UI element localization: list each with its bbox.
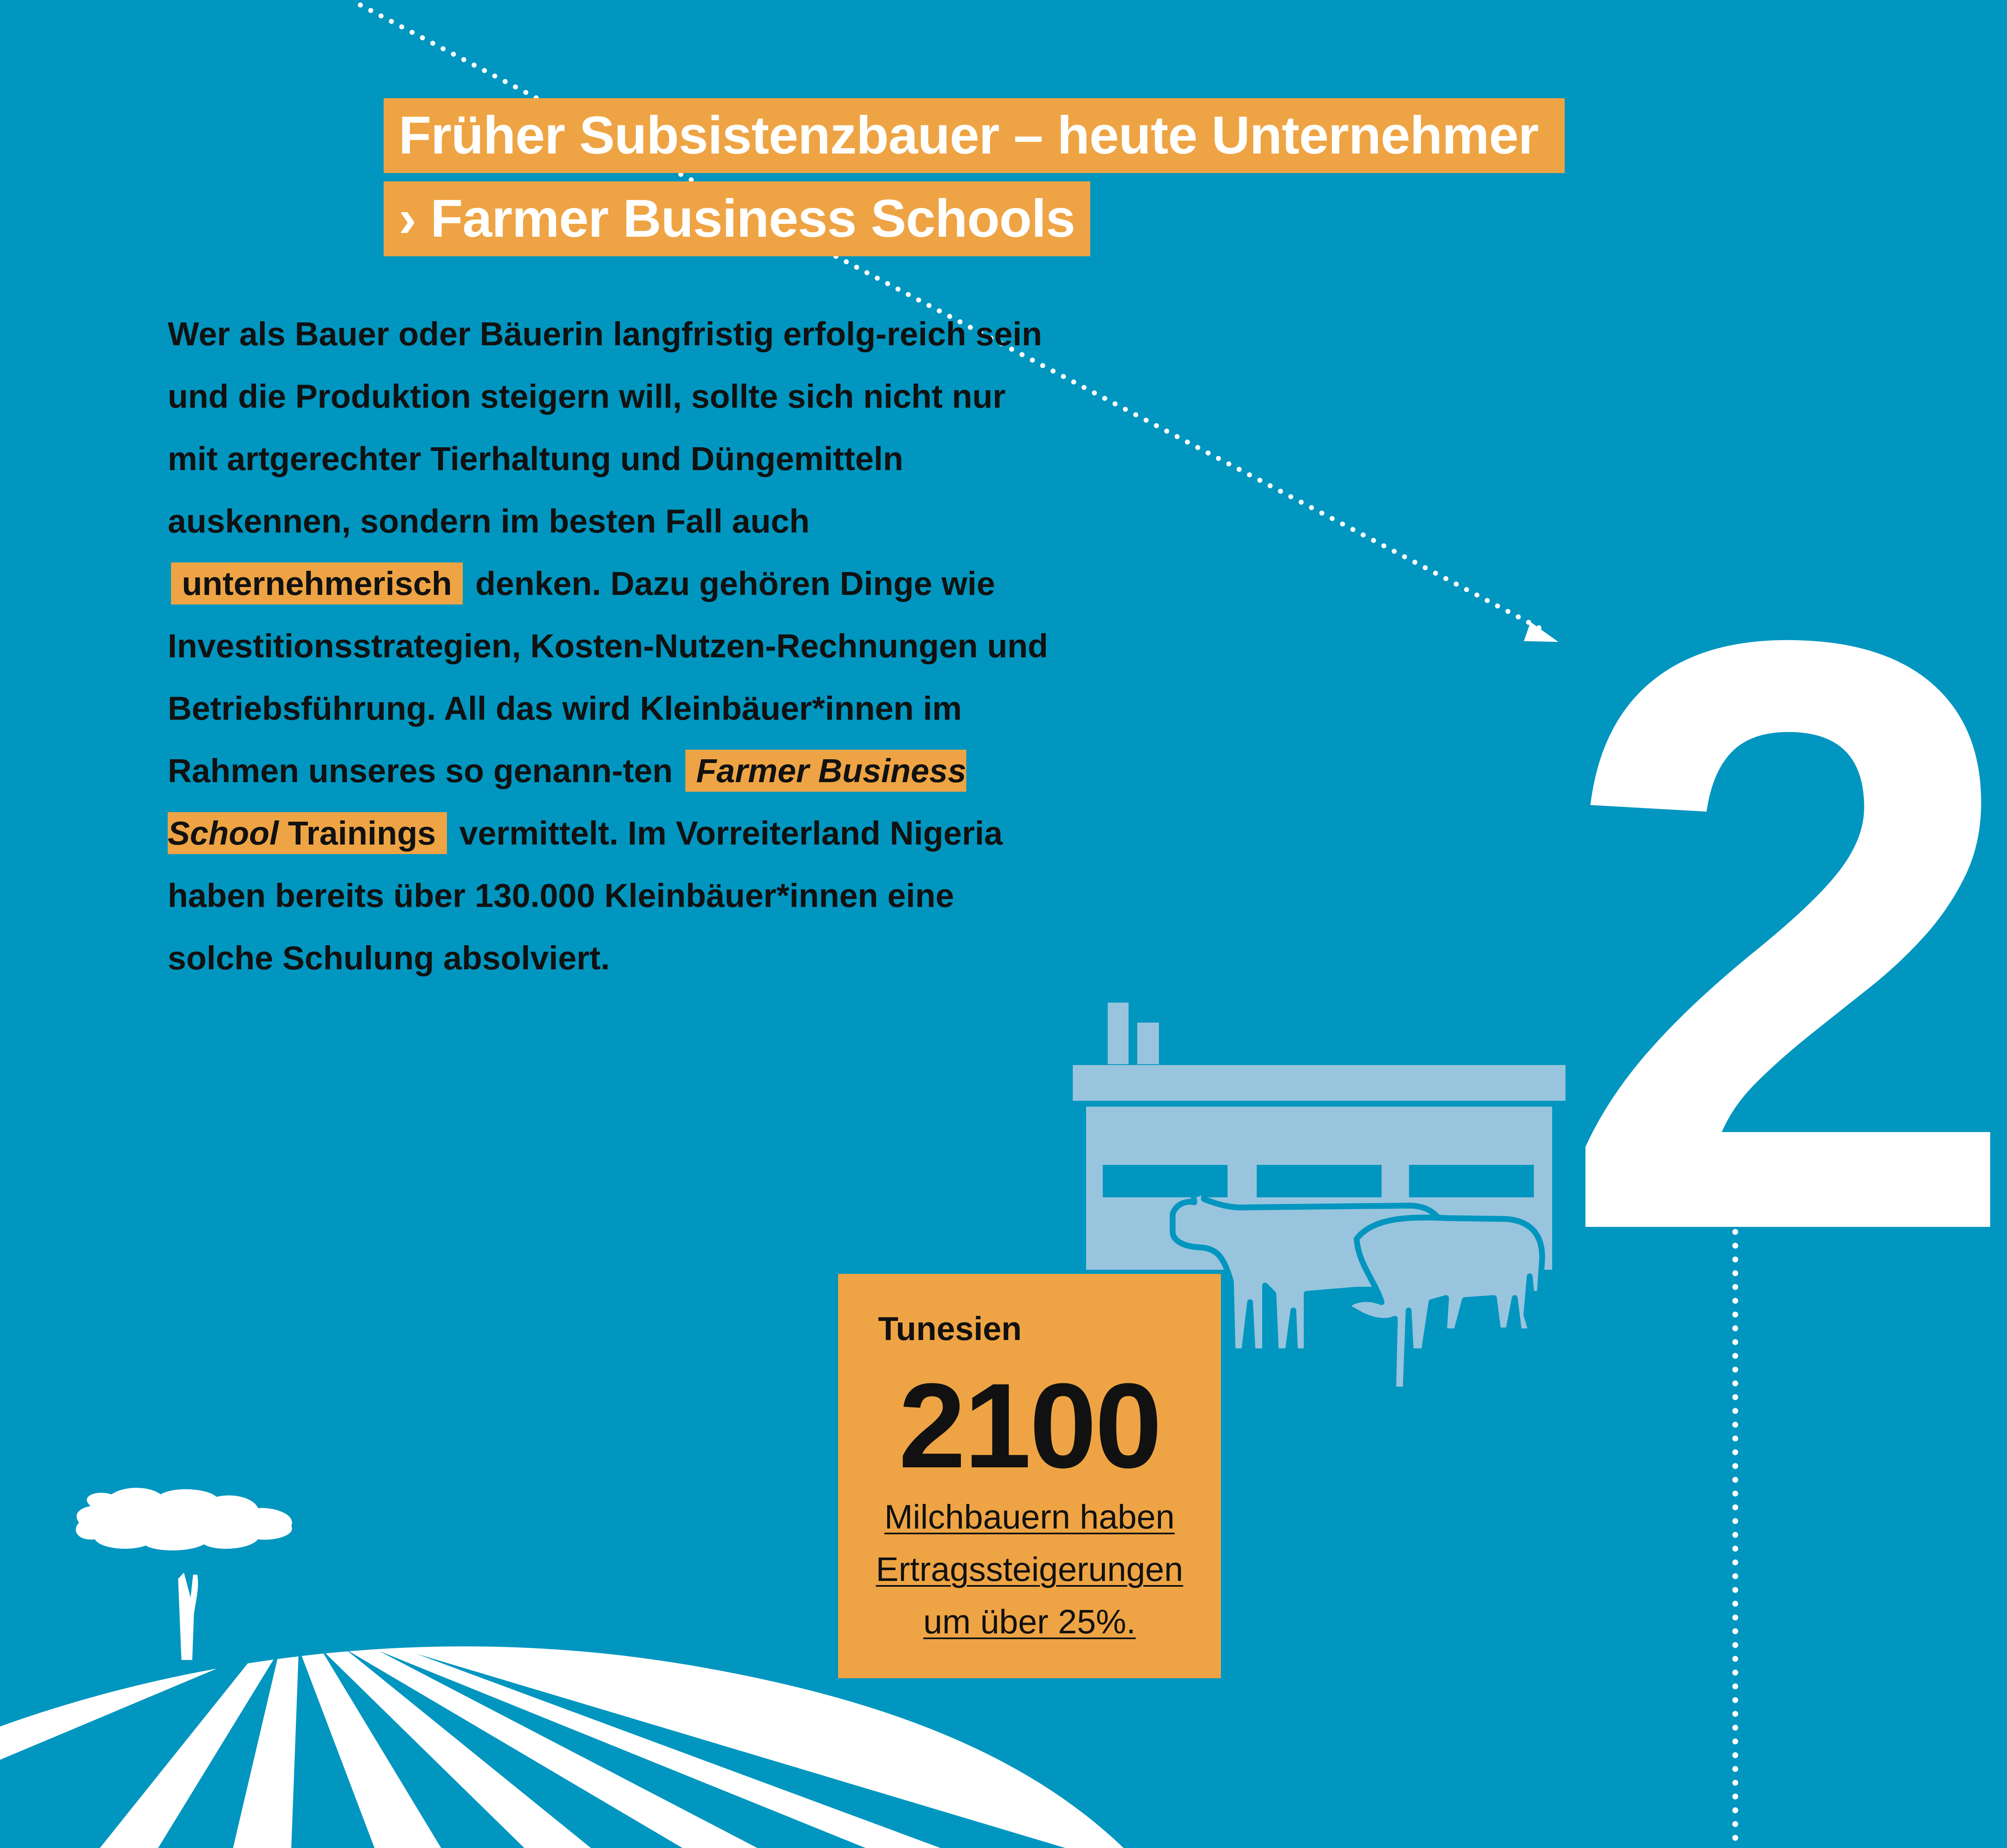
factory-windows [1103, 1165, 1534, 1197]
body-paragraph [168, 303, 1054, 989]
highlight-plain-text: Trainings [288, 815, 436, 852]
stat-country: Tunesien [878, 1310, 1022, 1347]
body-text-1: Wer als Bauer oder Bäuerin langfristig erfolg-reich sein und die Produktion steigern will, sollte sich nicht nur mit artgerechter Tierhaltung und Düngemitteln auskennen, sondern im besten Fall auch [168, 315, 1042, 540]
stat-description-line: um über 25%. [923, 1603, 1136, 1641]
highlight-unternehmerisch: unternehmerisch [171, 562, 463, 604]
cow-icon [1173, 1188, 1542, 1390]
stat-card [838, 1274, 1221, 1678]
page-title: Früher Subsistenzbauer – heute Unternehmer [384, 98, 1565, 173]
section-number: 2 [1556, 466, 2007, 1405]
tree-icon [76, 1488, 292, 1660]
stat-description-line: Ertragssteigerungen [876, 1551, 1183, 1588]
body-text-2: denken. Dazu gehören Dinge wie Investitionsstrategien, Kosten-Nutzen-Rechnungen und Betriebsführung. All das wird Kleinbäuer*innen im Rahmen unseres so genann-ten [168, 565, 1048, 789]
stat-description [838, 1491, 1221, 1648]
highlight-italic-text: Farmer Business School [168, 752, 967, 852]
stat-description-line: Milchbauern haben [884, 1498, 1175, 1536]
stat-value: 2100 [898, 1358, 1161, 1493]
page-subtitle: › Farmer Business Schools [384, 181, 1090, 256]
body-text-3: vermittelt. Im Vorreiterland Nigeria haben bereits über 130.000 Kleinbäuer*innen eine solche Schulung absolviert. [168, 815, 1003, 976]
